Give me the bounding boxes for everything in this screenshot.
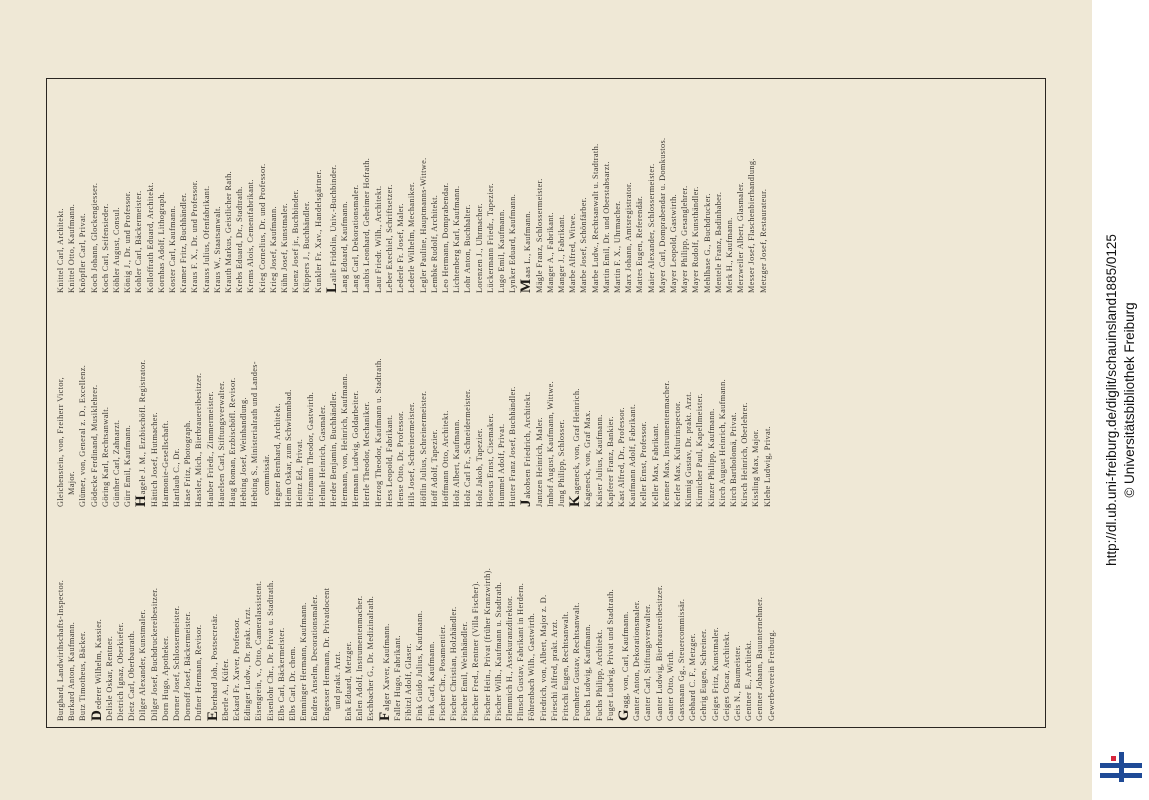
logo-mark-top: [1111, 756, 1116, 761]
member-entry: Gassmann Gg., Steuercommissär.: [676, 598, 686, 721]
member-entry: Butz Timotheus, Bäcker.: [78, 630, 88, 721]
member-entry: Koch Carl, Seifensieder.: [100, 203, 110, 293]
member-entry: Hummel Adolf, Privat.: [496, 423, 506, 507]
member-entry: Herrle Theodor, Mechaniker.: [362, 401, 372, 507]
member-entry: Fischer Fred., Rentner (Villa Fischer).: [471, 580, 481, 721]
member-entry: Burkard Anton, Kaufmann.: [67, 621, 77, 721]
member-entry: Kaufmann Adolf, Fabrikant.: [628, 403, 638, 507]
member-entry: Kaiser Julius, Kaufmann.: [594, 414, 604, 507]
member-entry: Hauber Friedr., Zimmermeister.: [205, 391, 215, 507]
member-entry: Kühn Josef, Kunstmaler.: [280, 202, 290, 293]
member-entry: Mayer Carl, Domprabendar u. Domkustos.: [657, 137, 667, 293]
member-entry: Enk Eduard, Metzger.: [344, 641, 354, 721]
member-entry: Gagg, von, Carl, Kaufmann.: [615, 611, 632, 721]
rotated-member-list: [51, 83, 1041, 723]
member-entry: Holz Carl Fr., Schneidermeister.: [463, 388, 473, 507]
member-entry: Lynker Eduard, Kaufmann.: [508, 193, 518, 293]
member-entry: Messer Josef, Flaschenbierhandlung.: [747, 158, 757, 293]
member-entry: Krems Alois, Cementfabrikant.: [246, 179, 256, 293]
member-entry: Friedrich, von, Albert, Major z. D.: [538, 594, 548, 721]
member-entry: Fischer Hein., Privat (früher Kranzwirth).: [482, 567, 492, 721]
member-entry: Geiges Fritz, Kunstmaler.: [710, 626, 720, 721]
member-entry: Eckard Fr. Xaver, Professor.: [232, 617, 242, 721]
member-entry: Kast Alfred, Dr., Professor.: [616, 407, 626, 507]
member-entry: Burghard, Landwirthschafts-Inspector.: [56, 579, 65, 721]
member-entry: Kageneck, von, Graf Heinrich.: [567, 388, 584, 507]
member-entry: Keller Max, Fabrikant.: [650, 423, 660, 507]
member-entry: Hase Fritz, Photograph.: [183, 420, 193, 507]
member-entry: Gehrig Eugen, Schreiner.: [699, 628, 709, 721]
member-entry: Ganter Anton, Dekorationsmaler.: [632, 600, 642, 721]
member-entry: Eberhard Joh., Postsecretär.: [204, 613, 221, 721]
member-entry: Elbs Carl, Dr. chem.: [288, 646, 298, 721]
member-entry: Lorenzen J., Uhrmacher.: [474, 203, 484, 293]
member-entry: Dorner Josef, Schlossermeister.: [172, 605, 182, 721]
member-entry: Kramer Fritz, Buchhändler.: [179, 192, 189, 293]
member-entry: Helmle Heinrich, Gasmaler.: [317, 404, 327, 507]
member-entry: Kornhas Adolf, Lithograph.: [156, 191, 166, 293]
member-entry: Lichtenberg Karl, Kaufmann.: [452, 185, 462, 293]
member-entry: Dederer Wilhelm, Kassier.: [88, 618, 105, 721]
member-entry: Hils Josef, Schreinermeister.: [407, 401, 417, 507]
member-entry: Hoseus Ernst, Cisemaker.: [485, 413, 495, 507]
member-entry: Fuchs Philipp, Architekt.: [594, 629, 604, 721]
member-entry: Lohr Anton, Buchhalter.: [463, 204, 473, 293]
member-entry: Heintz Ed., Privat.: [295, 438, 305, 507]
member-entry: Jantzen Heinrich, Maler.: [534, 417, 544, 507]
member-entry: Gürr Emil, Kaufmann.: [123, 424, 133, 507]
member-entry: Kirmicher Paul, Kapellmeister.: [695, 393, 705, 507]
member-entry: Maas L., Kaufmann.: [518, 210, 535, 293]
member-entry: Gebhard C. F., Metzger.: [688, 633, 698, 721]
member-entry: Mayer Rudolf, Kunsthändler.: [691, 186, 701, 293]
member-entry: Fischer Christian, Holzhändler.: [448, 606, 458, 721]
member-column-2: [55, 299, 1037, 507]
member-entry: Knöpfler Carl, Privat.: [78, 212, 88, 293]
member-entry: Eisengrein, v., Otto, Cameralassistent.: [254, 580, 264, 721]
member-entry: Kohler Carl, Bäckermeister.: [134, 190, 144, 293]
member-entry: Kraus F. X., Dr. und Professor.: [190, 180, 200, 293]
member-entry: Dornoff Josef, Bäckermeister.: [183, 611, 193, 721]
member-entry: Delisle Oskar, Rentner.: [104, 635, 114, 721]
member-entry: Merk H., Kaufmann.: [724, 217, 734, 293]
member-entry: Metzger Josef, Restaurateur.: [758, 188, 768, 293]
member-entry: Herder Benjamin, Buchhändler.: [328, 391, 338, 507]
member-entry: Küppers J., Buchhändler.: [302, 200, 312, 293]
member-entry: Ganter Otto, Wirth.: [665, 649, 675, 721]
member-list-columns: [51, 83, 1041, 723]
member-entry: Edinger Ludw., Dr. prakt. Arzt.: [243, 606, 253, 721]
member-entry: Holz Albert, Kaufmann.: [452, 419, 462, 507]
member-entry: Knittel Otto, Kaufmann.: [67, 203, 77, 293]
member-entry: Jakobsen Friedrich, Architekt.: [518, 391, 535, 507]
member-entry: Hoffmann Otto, Architekt.: [440, 410, 450, 507]
member-entry: Dilger Josef, Buchdruckereibesitzer.: [149, 587, 159, 721]
member-entry: Dietz Carl, Oberbaurath.: [127, 630, 137, 721]
member-entry: Hermann Ludwig, Goldarbeiter.: [351, 390, 361, 507]
member-entry: Geis N., Baumeister.: [732, 645, 742, 721]
member-entry: Kapferer Franz, Bankier.: [605, 416, 615, 507]
member-entry: Mägle Franz, Schlossermeister.: [534, 178, 544, 293]
member-entry: Hassler, Mich., Bierbrauereibesitzer.: [194, 372, 204, 507]
member-entry: Gewerbeverein Freiburg.: [766, 629, 776, 721]
member-entry: Geiges Oscar, Architekt.: [721, 631, 731, 721]
member-entry: Mattes Eugen, Referendär.: [635, 195, 645, 293]
member-column-3: [55, 85, 1037, 293]
member-entry: Fibitzl Adolf, Glaser.: [404, 643, 414, 721]
member-entry: Heim Oskar, zum Schwimmbad.: [284, 389, 294, 507]
library-sidebar: [1092, 0, 1149, 800]
member-entry: Marbe Josef, Schönfärber.: [579, 197, 589, 293]
member-entry: Knittel Carl, Architekt.: [56, 208, 65, 293]
member-entry: Keller Ernst, Professor.: [639, 421, 649, 507]
member-entry: Emminger Hermann, Kaufmann.: [299, 602, 309, 721]
member-entry: Leber Exechiel, Schriftsetzer.: [384, 184, 394, 293]
member-entry: Lederle Wilhelm, Mechaniker.: [407, 181, 417, 293]
member-entry: Maier Alexander, Schlossermeister.: [646, 163, 656, 293]
member-entry: Laubis Leonhard, Geheimer Hofrath.: [362, 157, 372, 293]
member-entry: Marbe Alfred, Witwe.: [568, 213, 578, 293]
member-entry: Enlen Adolf, Instrumentenmacher.: [355, 595, 365, 721]
member-entry: Kirch August Heinrich, Kaufmann.: [717, 378, 727, 507]
member-entry: Höflin Julius, Schreinermeister.: [418, 390, 428, 507]
ub-freiburg-logo-icon: [1100, 752, 1144, 782]
member-entry: König J., Dr. und Professor.: [123, 191, 133, 293]
member-entry: Fischer Emil, Weinhändler.: [460, 621, 470, 721]
member-entry: Martin Emil, Dr. und Oberstabsarzt.: [601, 161, 611, 293]
member-entry: Hutter Franz Josef, Buchhändler.: [508, 386, 518, 507]
member-entry: Göring Karl, Rechtsanwalt.: [100, 406, 110, 507]
member-entry: Dorn Hugo, Apotheker.: [160, 635, 170, 721]
logo-bar-vertical: [1119, 752, 1124, 782]
member-entry: commissär.: [261, 453, 271, 495]
member-entry: Kenner Max, Instrumentenmacher.: [661, 380, 671, 507]
member-entry: Harmonie-Gesellschaft.: [160, 420, 170, 507]
member-entry: Gentner Johann, Bauunternehmer.: [755, 596, 765, 721]
member-entry: Dufner Hermann, Revisor.: [194, 624, 204, 721]
member-entry: Lückermann Friedr., Tapezier.: [485, 182, 495, 293]
member-entry: Hättich Josef, Hutmacher.: [149, 412, 159, 507]
member-entry: Kirch Bartholomä, Privat.: [728, 412, 738, 507]
member-entry: Eisenlohr Chr., Dr. Privat u. Stadtrath.: [265, 580, 275, 721]
member-entry: Kinzer Philipp, Kaufmann.: [706, 408, 716, 507]
member-entry: Manger J., Fabrikant.: [556, 214, 566, 293]
member-entry: Kissling Max, Major.: [751, 429, 761, 507]
member-entry: Holz Jakob, Tapezier.: [474, 428, 484, 507]
member-entry: Faller Hugo, Fabrikant.: [392, 635, 402, 721]
member-entry: Klehe Ludwig, Privat.: [762, 425, 772, 507]
member-entry: Dilger Alexander, Kunstmaler.: [138, 609, 148, 721]
member-entry: Laile Fridolin, Univ.-Buchbinder.: [323, 164, 340, 293]
member-entry: Heitzmann Theodor, Gastwirth.: [306, 391, 316, 507]
member-entry: Gleichenstein, von, Freiherr Victor,: [56, 376, 65, 507]
member-entry: Hagele J. M., Erzbischöfl. Registrator.: [133, 359, 150, 507]
member-entry: Legler Pauline, Hauptmanns-Wittwe.: [418, 157, 428, 293]
member-entry: Hess Leopold, Fabrikant.: [384, 414, 394, 507]
member-entry: Fromherz Gustav, Rechtsanwalt.: [572, 602, 582, 721]
member-entry: Engesser Hermann, Dr. Privatdocent: [321, 587, 331, 721]
member-entry: Hermann, von, Heinrich, Kaufmann.: [340, 373, 350, 507]
member-entry: Krieg Josef, Kaufmann.: [268, 206, 278, 293]
member-entry: Mayer Philipp, Gesanglehrer.: [680, 185, 690, 293]
member-entry: Fink Guido Julius, Kaufmann.: [415, 610, 425, 721]
member-entry: Günther Carl, Zahnarzt.: [112, 419, 122, 507]
member-entry: Herzog Theodor, Kaufmann u. Stadtrath.: [373, 358, 383, 507]
member-entry: Laur Friedr. Wilh., Architekt.: [373, 185, 383, 293]
member-entry: Marbe Ludw., Rechtsanwalt u. Stadtrath.: [590, 143, 600, 293]
member-entry: Marx Johann, Amtsregistrator.: [624, 181, 634, 293]
member-column-1: [55, 513, 1037, 721]
member-entry: Hoff Adolf, Tapezier.: [429, 429, 439, 507]
member-entry: Imhof August, Kaufmann, Wittwe.: [545, 380, 555, 507]
member-entry: Krebs Eduard, Dr., Stadtrath.: [235, 186, 245, 293]
member-entry: Koster Carl, Kaufmann.: [168, 205, 178, 293]
member-entry: Fink Carl, Kaufmann.: [426, 641, 436, 721]
member-entry: Haug Roman, Erzbischöfl. Revisor.: [228, 377, 238, 507]
member-entry: Fuchs Ludwig, Kaufmann.: [583, 624, 593, 721]
member-entry: Kolloffrath Eduard, Architekt.: [145, 182, 155, 293]
member-entry: Eberle A., Küfer.: [220, 658, 230, 721]
member-entry: Ganter Carl, Stiftungsverwalter.: [643, 603, 653, 721]
member-entry: Mehlhase G., Buchdrucker.: [702, 193, 712, 293]
member-entry: Köhler August, Consul.: [112, 206, 122, 293]
member-entry: Dietrich Ignaz, Oberkiefer.: [116, 622, 126, 721]
member-entry: Koch Johann, Glockengiesser.: [89, 182, 99, 293]
member-entry: Fuger Ludwig, Privat und Stadtrath.: [605, 588, 615, 721]
member-entry: und prakt. Arzt.: [332, 651, 342, 709]
member-entry: Kerler Max, Kulturinspector.: [672, 400, 682, 507]
member-entry: Hebting S., Ministerialrath und Landes-: [250, 361, 260, 507]
member-entry: Fritschi Eugen, Rechtsanwalt.: [560, 611, 570, 721]
member-entry: Hegner Bernhard, Architekt.: [272, 403, 282, 507]
member-entry: Hartlaub C., Dr.: [172, 448, 182, 507]
member-entry: Merzweiler Albert, Glasmaler.: [736, 181, 746, 293]
member-entry: Flinsch Gustav, Fabrikant in Herdern.: [516, 582, 526, 721]
member-entry: Kraus W., Staatsanwalt.: [212, 205, 222, 293]
member-entry: Gödecke Ferdinand, Musiklehrer.: [89, 384, 99, 507]
member-entry: Lederle Fr. Josef, Maler.: [396, 203, 406, 293]
member-entry: Glümer, von, General z. D., Excellenz.: [78, 364, 88, 507]
member-entry: Krauth Markus, Geistlicher Rath.: [224, 170, 234, 293]
member-entry: Jung Philipp, Schlosser.: [556, 419, 566, 507]
member-entry: Martin F. X., Uhrmacher.: [612, 200, 622, 293]
member-entry: Föhrenbach Wilh., Gastwirth.: [527, 612, 537, 721]
member-entry: Fischer Wilh., Kaufmann u. Stadtrath.: [493, 581, 503, 721]
member-entry: Hauelsen Carl, Stiftungsverwalter.: [216, 380, 226, 507]
member-entry: Lang Carl, Dekorationsmaler.: [351, 184, 361, 293]
member-entry: Hebting Josef, Weinhandlung.: [239, 397, 249, 507]
member-entry: Kunkler Fr. Xav., Handelsgärtner.: [313, 169, 323, 293]
member-entry: Elbs Carl, Bäckermeister.: [276, 627, 286, 721]
member-entry: Eschbacher G., Dr. Medizinalrath.: [366, 595, 376, 721]
copyright-notice: © Universitätsbibliothek Freiburg: [1121, 302, 1137, 498]
member-entry: Lembke Rudolf, Architekt.: [429, 194, 439, 293]
member-entry: Kirsch Heinrich, Oberlehrer.: [740, 402, 750, 507]
member-entry: Flemmich H., Assekuranzdirektor.: [504, 595, 514, 721]
member-entry: Lugo Emil, Kaufmann.: [496, 209, 506, 293]
member-entry: Kuenz Josef jr., Buchbinder.: [291, 189, 301, 293]
member-entry: Frieschi Alfred, prakt. Arzt.: [549, 619, 559, 721]
member-list-frame: [46, 78, 1046, 728]
member-entry: Mentele Franz, Badinhaber.: [713, 191, 723, 293]
member-entry: Lang Eduard, Kaufmann.: [340, 200, 350, 293]
source-url-link[interactable]: http://dl.ub.uni-freiburg.de/diglit/schauinsland1885/0125: [1103, 234, 1119, 566]
member-entry: Falger Xaver, Kaufmann.: [376, 623, 393, 721]
member-entry: Endres Anselm, Decorationsmaler.: [310, 594, 320, 721]
member-entry: Hense Otto, Dr. Professor.: [396, 410, 406, 507]
member-entry: Fischer Chr., Posamentier.: [437, 624, 447, 721]
member-entry: Mayer Leopold, Gastwirth.: [668, 193, 678, 293]
member-entry: Leo Hermann, Domprabendar.: [440, 182, 450, 293]
member-entry: Gentner E., Architekt.: [744, 640, 754, 721]
member-entry: Kageneck, von, Graf Max.: [583, 410, 593, 507]
member-entry: Ganter Ludwig, Bierbrauereibesitzer.: [654, 584, 664, 721]
member-entry: Major.: [67, 471, 77, 495]
sidebar-text: [1103, 0, 1139, 800]
member-entry: Kinmig Gustav, Dr. prakt. Arzt.: [684, 391, 694, 507]
member-entry: Krauss Julius, Ofenfabrikant.: [201, 185, 211, 293]
member-entry: Manger A., Fabrikant.: [545, 212, 555, 293]
member-entry: Krieg Cornelius, Dr. und Professor.: [257, 163, 267, 293]
